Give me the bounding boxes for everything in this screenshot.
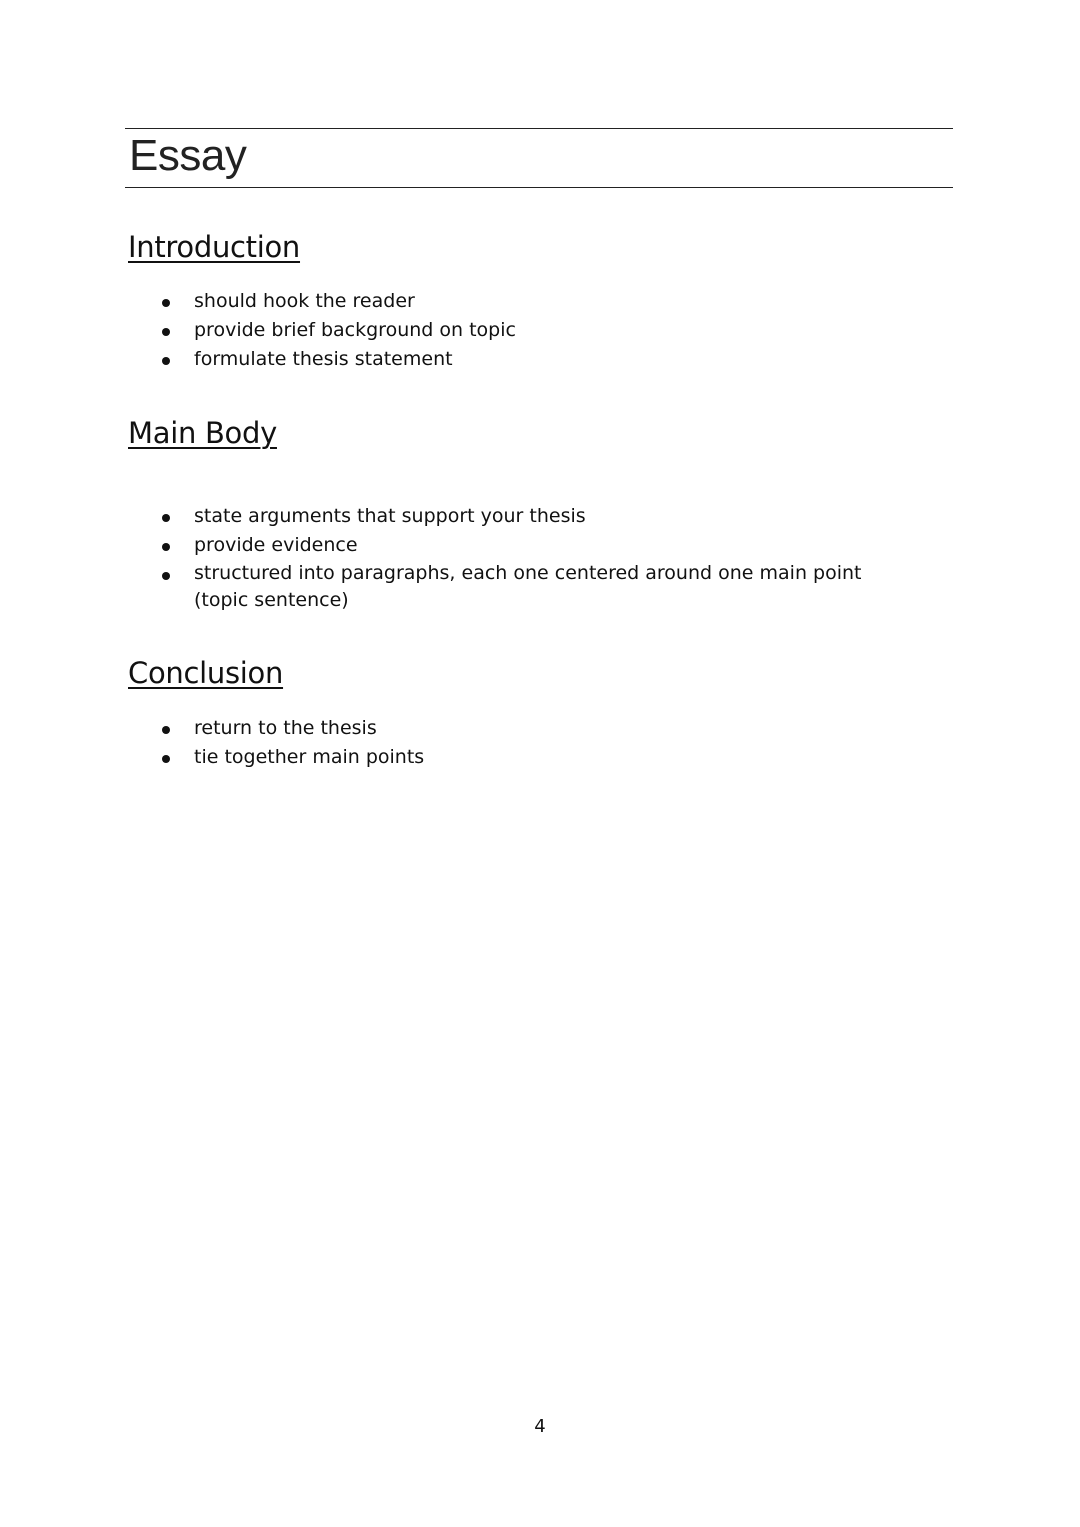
bullet-icon — [162, 328, 170, 336]
list-item-text: state arguments that support your thesis — [194, 505, 586, 527]
list-item — [0, 345, 800, 374]
list-item — [0, 502, 800, 531]
list-item-text: return to the thesis — [194, 717, 377, 739]
list-item — [0, 560, 862, 614]
bullet-icon — [162, 299, 170, 307]
heading-conclusion: Conclusion — [128, 656, 284, 690]
list-item-text: structured into paragraphs, each one centered around one main point (topic sentence) — [194, 562, 862, 611]
conclusion-list — [0, 714, 800, 772]
bullet-icon — [162, 755, 170, 763]
bullet-icon — [162, 543, 170, 551]
page-title: Essay — [129, 131, 247, 180]
list-item — [0, 287, 800, 316]
list-item — [0, 316, 800, 345]
heading-main-body: Main Body — [128, 416, 277, 450]
bullet-icon — [162, 572, 170, 580]
list-item-text: provide evidence — [194, 534, 358, 556]
list-item-text: provide brief background on topic — [194, 319, 516, 341]
list-item — [0, 531, 800, 560]
list-item-text: should hook the reader — [194, 290, 415, 312]
heading-introduction: Introduction — [128, 230, 301, 264]
bullet-icon — [162, 514, 170, 522]
list-item-text: formulate thesis statement — [194, 348, 453, 370]
title-box — [125, 128, 953, 188]
bullet-icon — [162, 726, 170, 734]
list-item — [0, 714, 800, 743]
list-item — [0, 743, 800, 772]
page-number: 4 — [534, 1416, 546, 1437]
main-body-list — [0, 502, 862, 614]
bullet-icon — [162, 357, 170, 365]
list-item-text: tie together main points — [194, 746, 425, 768]
introduction-list — [0, 287, 800, 374]
